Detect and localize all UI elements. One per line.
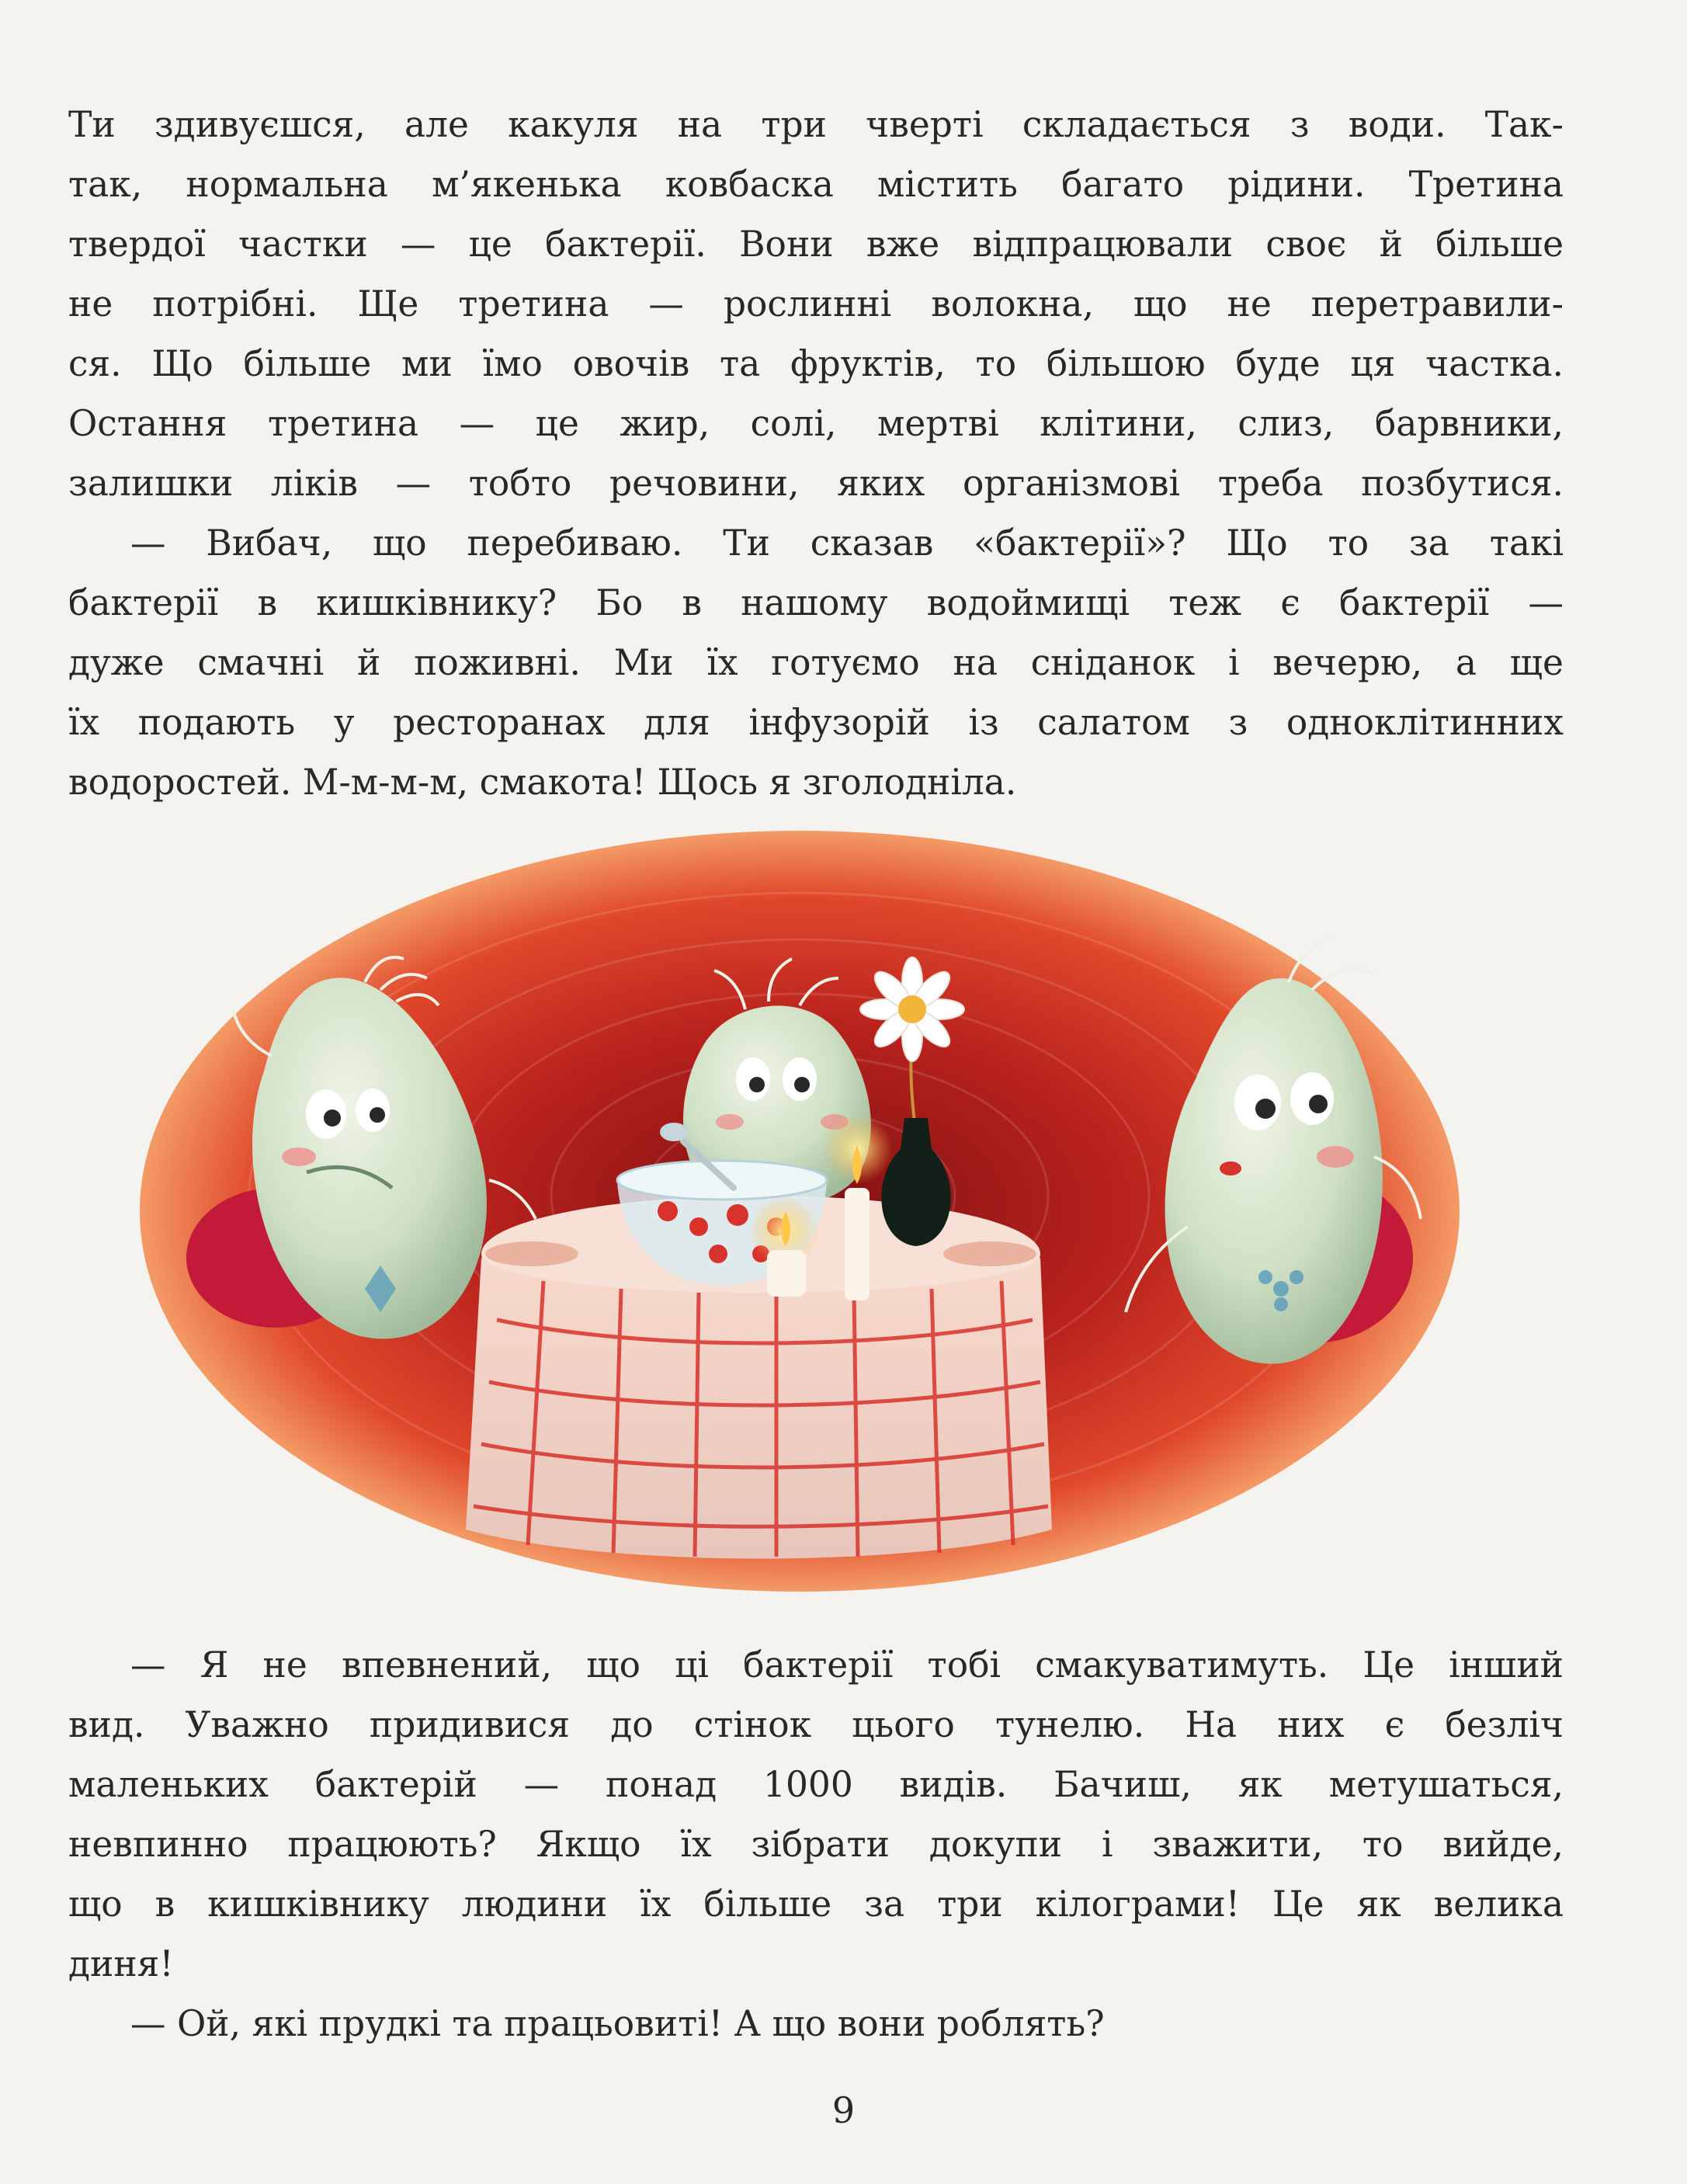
- page-number: 9: [831, 2089, 856, 2131]
- text-line: Ти здивуєшся, але какуля на три чверті складається з води. Так-: [68, 104, 1564, 145]
- text-line: маленьких бактерій — понад 1000 видів. Бачиш, як метушаться,: [68, 1764, 1564, 1805]
- bacteria-dinner-illustration: [140, 823, 1460, 1607]
- text-line: дуже смачні й поживні. Ми їх готуємо на сніданок і вечерю, а ще: [68, 642, 1564, 683]
- text-line: вид. Уважно придивися до стінок цього тунелю. На них є безліч: [68, 1704, 1564, 1745]
- text-line: Остання третина — це жир, солі, мертві клітини, слиз, барвники,: [68, 403, 1564, 444]
- text-line: — Ой, які прудкі та працьовиті! А що вони роблять?: [130, 2003, 1105, 2044]
- text-line: не потрібні. Ще третина — рослинні волокна, що не перетравили-: [68, 283, 1564, 325]
- text-line: ся. Що більше ми їмо овочів та фруктів, то більшою буде ця частка.: [68, 343, 1564, 384]
- text-line: — Я не впевнений, що ці бактерії тобі смакуватимуть. Це інший: [130, 1644, 1564, 1686]
- text-line: — Вибач, що перебиваю. Ти сказав «бактерії»? Що то за такі: [130, 523, 1564, 564]
- text-block-top: [68, 95, 1564, 812]
- text-line: їх подають у ресторанах для інфузорій із салатом з одноклітинних: [68, 702, 1564, 743]
- text-line: водоростей. М-м-м-м, смакота! Щось я зголодніла.: [68, 762, 1017, 803]
- text-line: що в кишківнику людини їх більше за три кілограми! Це як велика: [68, 1884, 1564, 1925]
- text-block-bottom: [68, 1635, 1564, 2054]
- text-line: так, нормальна м’якенька ковбаска містить багато рідини. Третина: [68, 164, 1564, 205]
- text-line: бактерії в кишківнику? Бо в нашому водоймищі теж є бактерії —: [68, 582, 1564, 623]
- text-line: залишки ліків — тобто речовини, яких організмові треба позбутися.: [68, 463, 1564, 504]
- daisy-flower: [860, 957, 964, 1061]
- text-line: невпинно працюють? Якщо їх зібрати докупи і зважити, то вийде,: [68, 1824, 1564, 1865]
- text-line: твердої частки — це бактерії. Вони вже відпрацювали своє й більше: [68, 224, 1564, 265]
- text-line: диня!: [68, 1943, 174, 1984]
